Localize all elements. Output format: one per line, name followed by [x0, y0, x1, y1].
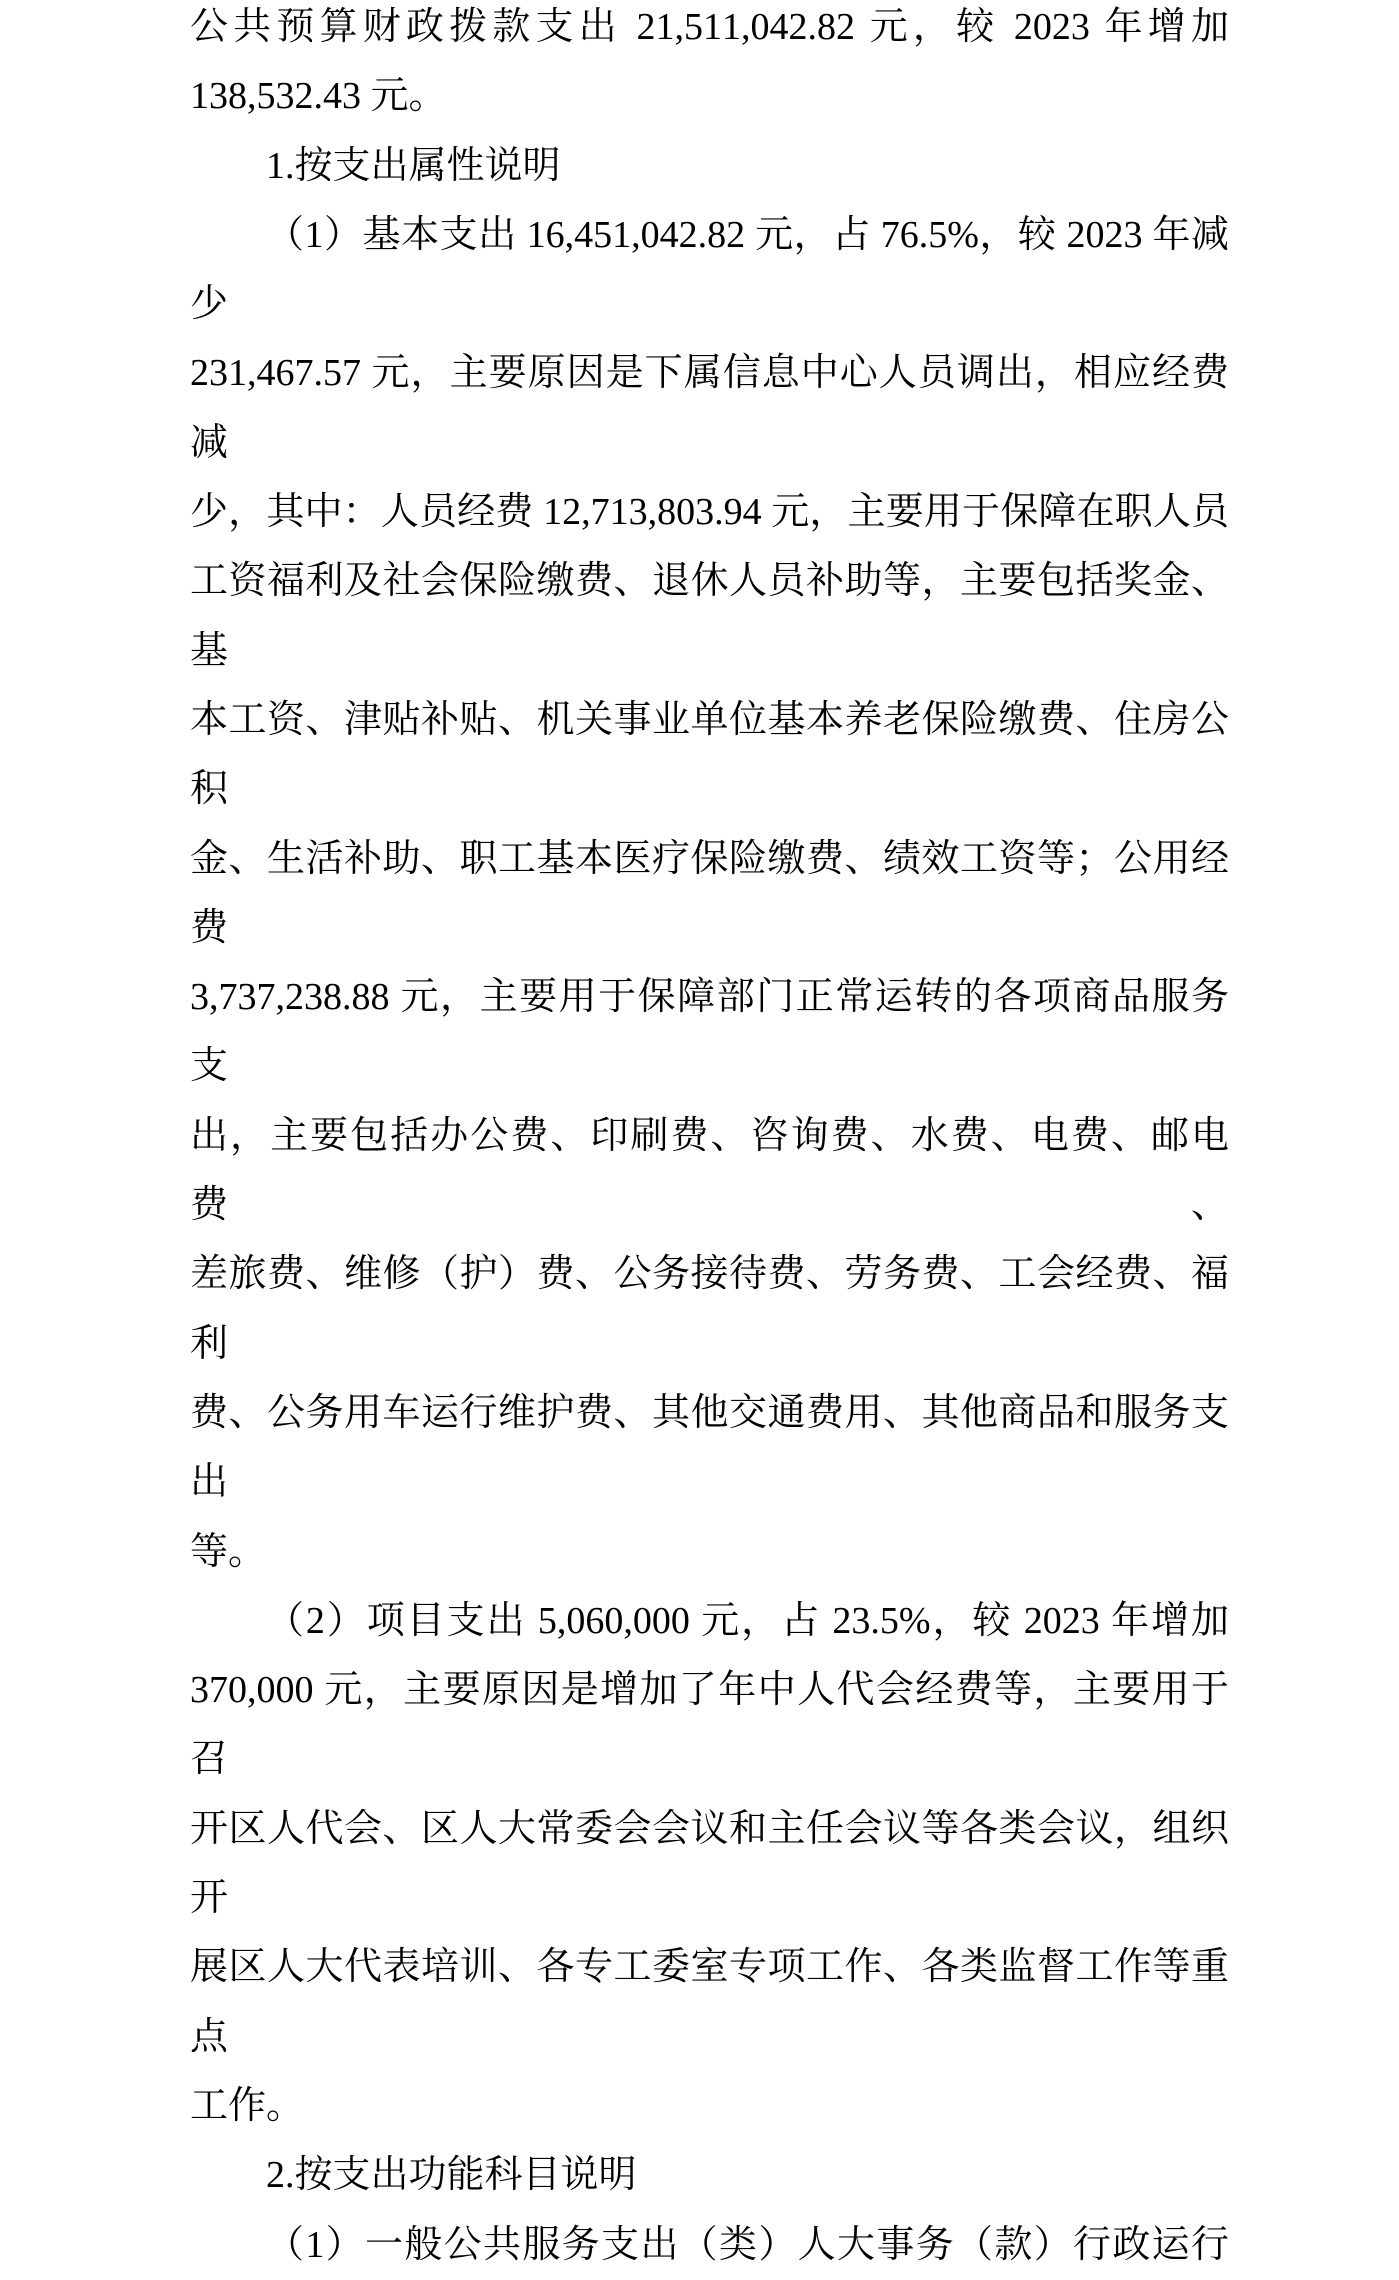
text-line: 等。: [190, 1530, 267, 1573]
text-line: （1）一般公共服务支出（类）人大事务（款）行政运行: [266, 2223, 1229, 2266]
text-line: 工资福利及社会保险缴费、退休人员补助等，主要包括奖金、基: [190, 560, 1229, 672]
text-line: 开区人代会、区人大常委会会议和主任会议等各类会议，组织开: [190, 1807, 1229, 1920]
text-line: 3,737,238.88 元，主要用于保障部门正常运转的各项商品服务支: [190, 976, 1229, 1088]
text-line: 金、生活补助、职工基本医疗保险缴费、绩效工资等；公用经费: [190, 837, 1229, 949]
text-line: 370,000 元，主要原因是增加了年中人代会经费等，主要用于召: [190, 1669, 1229, 1781]
text-line: 138,532.43 元。: [190, 75, 447, 118]
text-line: 费、公务用车运行维护费、其他交通费用、其他商品和服务支出: [190, 1391, 1229, 1504]
text-line: 工作。: [190, 2084, 305, 2127]
document-page: [190, 0, 1229, 2280]
section-heading-1: 1.按支出属性说明: [266, 144, 561, 187]
section-heading-2: 2.按支出功能科目说明: [266, 2154, 637, 2197]
text-line: 本工资、津贴补贴、机关事业单位基本养老保险缴费、住房公积: [190, 698, 1229, 811]
text-line: （1）基本支出 16,451,042.82 元，占 76.5%，较 2023 年减少: [190, 213, 1229, 326]
text-line: 公共预算财政拨款支出 21,511,042.82 元，较 2023 年增加: [190, 6, 1229, 48]
text-line: 少，其中：人员经费 12,713,803.94 元，主要用于保障在职人员: [190, 491, 1229, 534]
text-line: 231,467.57 元，主要原因是下属信息中心人员调出，相应经费减: [190, 352, 1229, 464]
text-line: （2）项目支出 5,060,000 元，占 23.5%，较 2023 年增加: [266, 1599, 1229, 1642]
text-line: 出，主要包括办公费、印刷费、咨询费、水费、电费、邮电费、: [190, 1114, 1229, 1227]
text-line: 差旅费、维修（护）费、公务接待费、劳务费、工会经费、福利: [190, 1253, 1229, 1365]
text-line: 展区人大代表培训、各专工委室专项工作、各类监督工作等重点: [190, 1946, 1229, 2058]
